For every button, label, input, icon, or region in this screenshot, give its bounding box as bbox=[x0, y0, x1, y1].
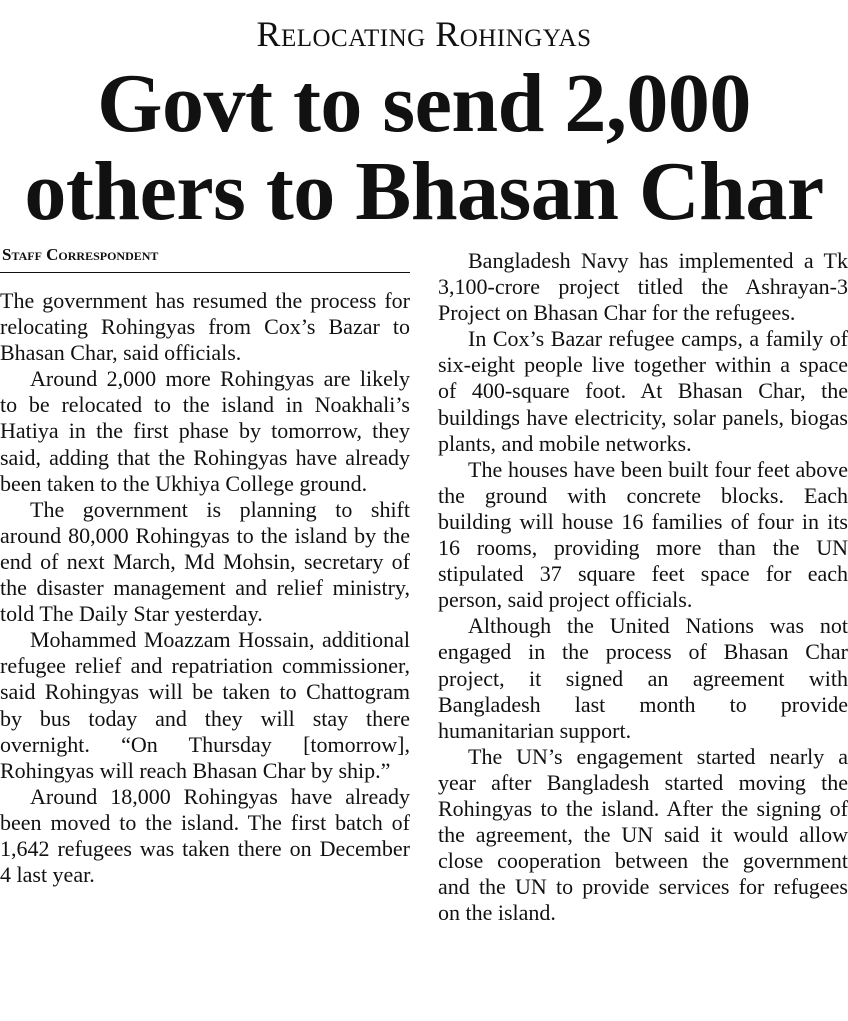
article-paragraph: Around 2,000 more Rohingyas are likely to be relocated to the island in Noakhali’s Hatiya in the first phase by tomorrow, they said, adding that the Rohingyas have already been taken to the Ukhiya College ground. bbox=[0, 366, 410, 496]
article-paragraph: The houses have been built four feet above the ground with concrete blocks. Each building will house 16 families of four in its 16 rooms, providing more than the UN stipulated 37 square feet space for each person, said project officials. bbox=[438, 456, 848, 613]
headline bbox=[0, 57, 848, 238]
article-paragraph: The government is planning to shift around 80,000 Rohingyas to the island by the end of next March, Md Mohsin, secretary of the disaster management and relief ministry, told The Daily Star yesterday. bbox=[0, 496, 410, 627]
byline: Staff Correspondent bbox=[2, 245, 159, 264]
article-paragraph: In Cox’s Bazar refugee camps, a family of six-eight people live together within a space of 400-square foot. At Bhasan Char, the buildings have electricity, solar panels, biogas plants, and mobile networks. bbox=[438, 326, 848, 456]
article-paragraph: The government has resumed the process for relocating Rohingyas from Cox’s Bazar to Bhasan Char, said officials. bbox=[0, 288, 410, 366]
article-column-left bbox=[0, 288, 410, 888]
byline-rule bbox=[0, 272, 410, 273]
article-paragraph: Around 18,000 Rohingyas have already been moved to the island. The first batch of 1,642 refugees was taken there on December 4 last year. bbox=[0, 783, 410, 888]
article-paragraph: The UN’s engagement started nearly a year after Bangladesh started moving the Rohingyas to the island. After the signing of the agreement, the UN said it would allow close cooperation between the government and the UN to provide services for refugees on the island. bbox=[438, 743, 848, 926]
article-paragraph: Although the United Nations was not engaged in the process of Bhasan Char project, it signed an agreement with Bangladesh last month to provide humanitarian support. bbox=[438, 613, 848, 743]
article-column-right bbox=[438, 248, 848, 926]
article-paragraph: Mohammed Moazzam Hossain, additional refugee relief and repatriation commissioner, said Rohingyas will be taken to Chattogram by bus today and they will stay there overnight. “On Thursday [tomorrow], Rohingyas will reach Bhasan Char by ship.” bbox=[0, 627, 410, 783]
article-paragraph: Bangladesh Navy has implemented a Tk 3,100-crore project titled the Ashrayan-3 Project on Bhasan Char for the refugees. bbox=[438, 248, 848, 326]
headline-line-2: others to Bhasan Char bbox=[24, 145, 824, 238]
kicker: Relocating Rohingyas bbox=[256, 14, 592, 54]
headline-line-1: Govt to send 2,000 bbox=[97, 57, 751, 150]
